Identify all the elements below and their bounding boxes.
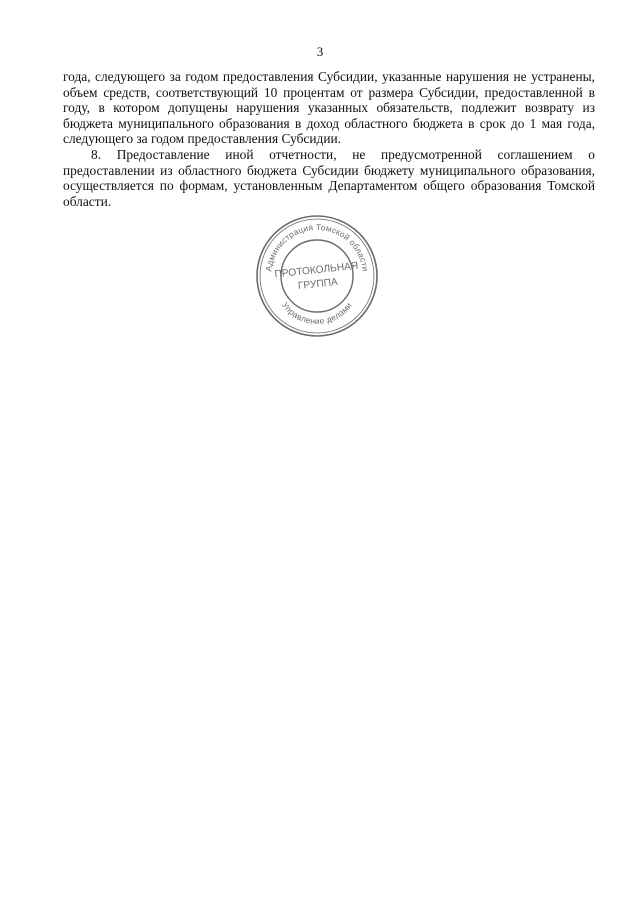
svg-text:Управление делами (280, 300, 354, 326)
stamp-outer-text-top: Администрация Томской области (263, 221, 371, 273)
stamp-inner-line2: ГРУППА (297, 276, 339, 293)
protocol-group-stamp (253, 212, 381, 340)
page-number: 3 (316, 44, 324, 59)
paragraph-continuation: года, следующего за годом предоставления Субсидии, указанные нарушения не устранены, объем средств, соответствующий 10 процентам от размера Субсидии, предоставленной в году, в котором допущены нарушения указанных обязательств, подлежит возврату из бюджета муниципального образования в доход областного бюджета в срок до 1 мая года, следующего за годом предоставления Субсидии. (63, 69, 595, 147)
document-body (63, 69, 595, 209)
stamp-inner-line1: ПРОТОКОЛЬНАЯ (274, 260, 359, 281)
paragraph-item-8: 8. Предоставление иной отчетности, не предусмотренной соглашением о предоставлении из областного бюджета Субсидии бюджету муниципального образования, осуществляется по формам, установленным Департаментом общего образования Томской области. (63, 146, 595, 209)
stamp-outer-text-bottom: Управление делами (280, 300, 354, 327)
